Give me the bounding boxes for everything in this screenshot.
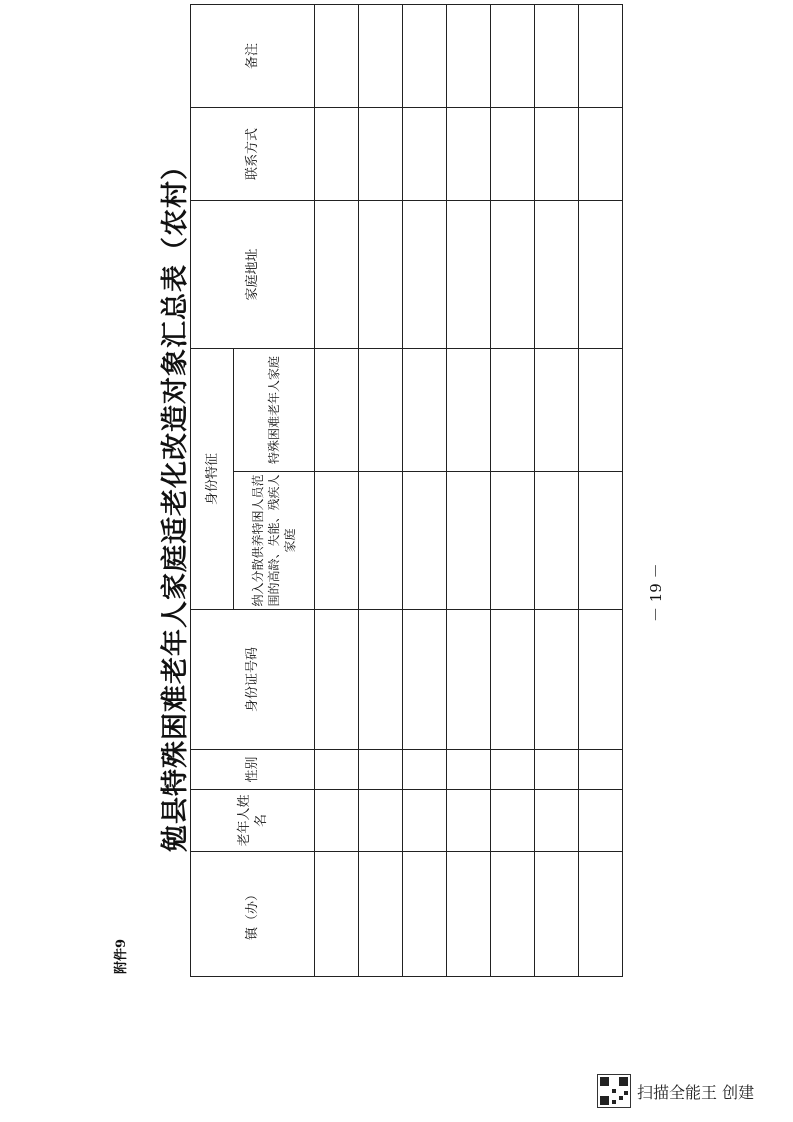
watermark-text: 扫描全能王 创建 (637, 1082, 755, 1102)
document-title: 勉县特殊困难老年人家庭适老化改造对象汇总表（农村） (160, 152, 191, 852)
qr-code-icon (597, 1074, 631, 1108)
header-identity-sub-2: 特殊困难老年人家庭 (234, 348, 315, 471)
header-id-number: 身份证号码 (191, 610, 315, 750)
table-row (359, 4, 403, 976)
header-contact: 联系方式 (191, 107, 315, 200)
scanner-watermark (597, 1074, 777, 1108)
table-row (447, 4, 491, 976)
page-number: － 19 － (647, 563, 665, 622)
table-row (315, 4, 359, 976)
table-row (579, 4, 623, 976)
table-row (403, 4, 447, 976)
summary-table (190, 4, 623, 977)
header-address: 家庭地址 (191, 200, 315, 348)
header-identity-sub-1: 纳入分散供养特困人员范围的高龄、失能、残疾人家庭 (234, 472, 315, 610)
table-row (535, 4, 579, 976)
header-identity-feature: 身份特征 (191, 348, 234, 609)
appendix-label: 附件9 (114, 938, 129, 974)
header-gender: 性别 (191, 750, 315, 790)
header-name: 老年人姓名 (191, 790, 315, 852)
header-row-top (191, 4, 234, 976)
header-remarks: 备注 (191, 4, 315, 107)
header-town: 镇（办） (191, 852, 315, 977)
table-row (491, 4, 535, 976)
